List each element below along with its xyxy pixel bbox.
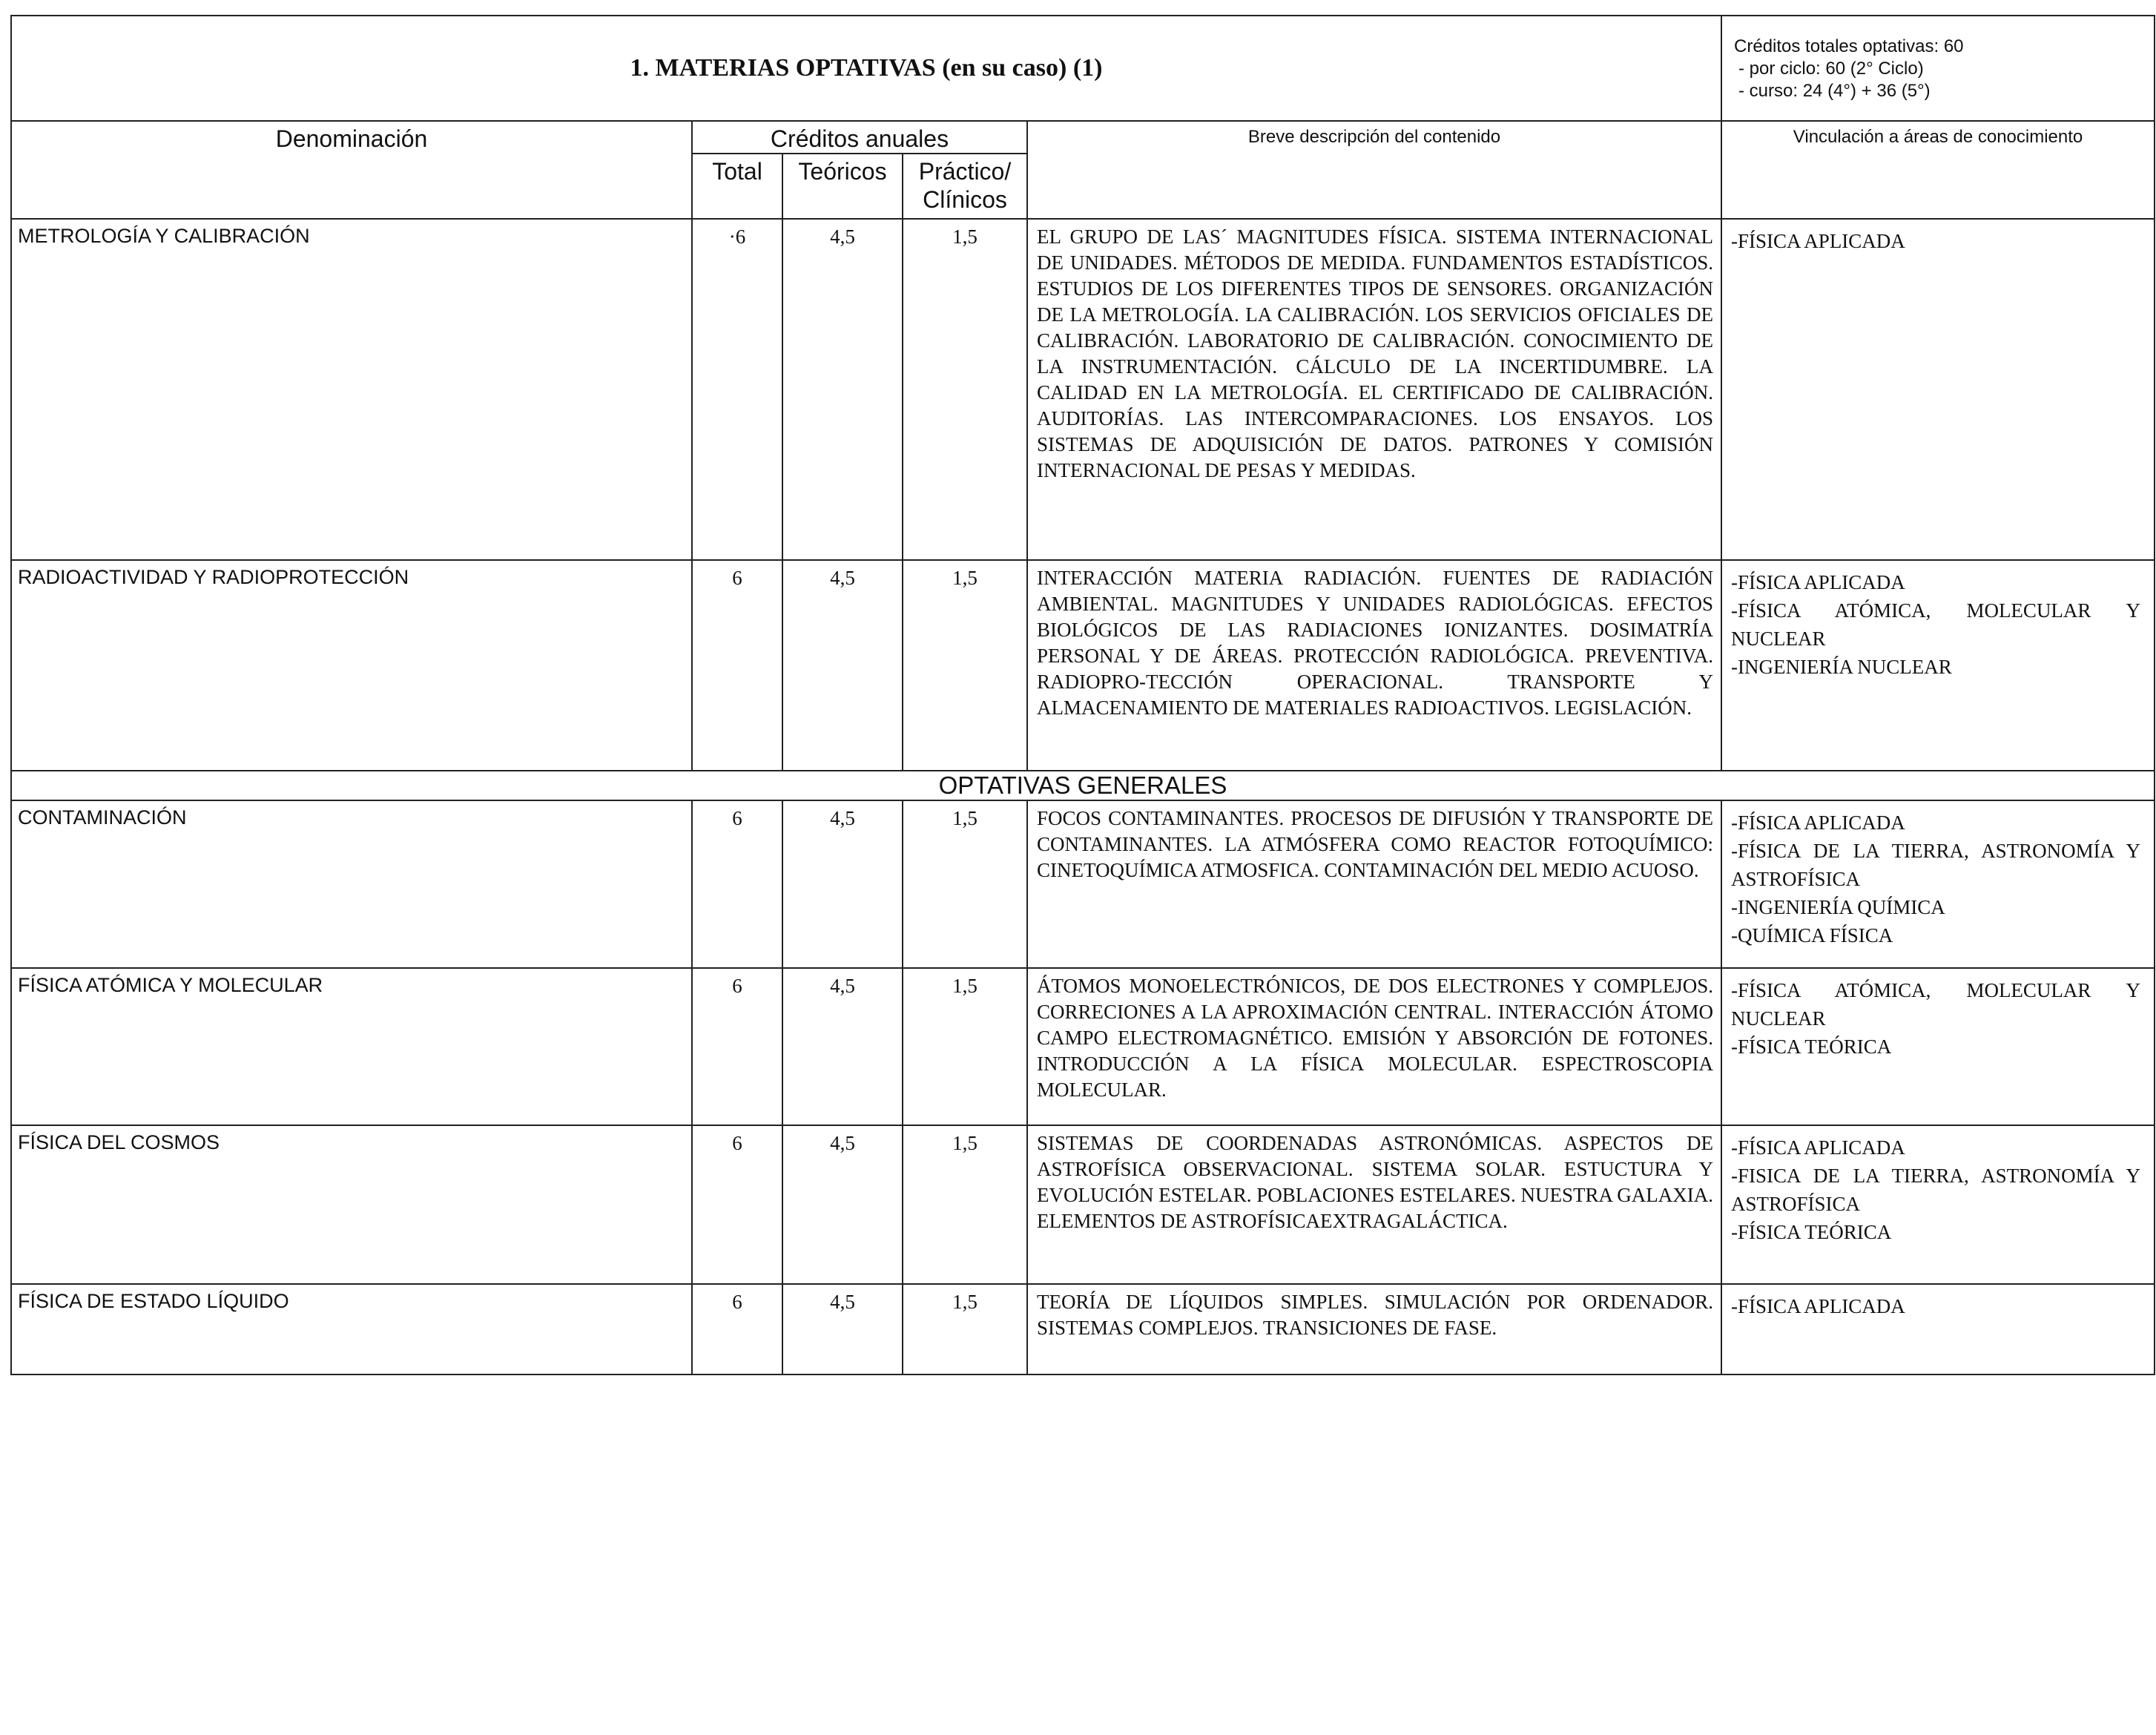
course-description: ÁTOMOS MONOELECTRÓNICOS, DE DOS ELECTRONES Y COMPLEJOS. CORRECIONES A LA APROXIMACIÓN CENTRAL. INTERACCIÓN ÁTOMO CAMPO ELECTROMAGNÉTICO. EMISIÓN Y ABSORCIÓN DE FOTONES. INTRODUCCIÓN A LA FÍSICA MOLECULAR. ESPECTROSCOPIA MOLECULAR. xyxy=(1027,968,1721,1125)
header-row-1 xyxy=(11,121,2155,154)
credits-total: 6 xyxy=(692,560,782,771)
course-group-2 xyxy=(11,800,2155,1374)
credits-total: ·6 xyxy=(692,219,782,560)
knowledge-area-item: -FÍSICA APLICADA xyxy=(1731,1136,1905,1159)
course-name: FÍSICA DEL COSMOS xyxy=(11,1125,692,1284)
credits-total: 6 xyxy=(692,968,782,1125)
credits-total: 6 xyxy=(692,1125,782,1284)
credits-line: Créditos totales optativas: 60 xyxy=(1734,36,1964,56)
credits-teoricos: 4,5 xyxy=(782,219,903,560)
course-name: METROLOGÍA Y CALIBRACIÓN xyxy=(11,219,692,560)
knowledge-area-item: -FÍSICA ATÓMICA, MOLECULAR Y NUCLEAR xyxy=(1731,979,2141,1030)
knowledge-area-item: -FÍSICA APLICADA xyxy=(1731,811,1905,834)
col-header-creditos-anuales: Créditos anuales xyxy=(692,121,1027,154)
knowledge-area-item: -FÍSICA TEÓRICA xyxy=(1731,1221,1892,1243)
col-header-practicos-line2: Clínicos xyxy=(923,186,1007,213)
credits-practicos: 1,5 xyxy=(903,800,1027,968)
knowledge-area-item: -FÍSICA ATÓMICA, MOLECULAR Y NUCLEAR xyxy=(1731,599,2141,650)
credits-practicos: 1,5 xyxy=(903,968,1027,1125)
credits-total: 6 xyxy=(692,800,782,968)
knowledge-area-item: -FÍSICA APLICADA xyxy=(1731,230,1905,252)
col-header-vinculacion: Vinculación a áreas de conocimiento xyxy=(1721,121,2155,219)
knowledge-area-item: -QUÍMICA FÍSICA xyxy=(1731,924,1893,946)
knowledge-area-item: -FÍSICA APLICADA xyxy=(1731,571,1905,593)
knowledge-areas xyxy=(1721,800,2155,968)
table-row xyxy=(11,1125,2155,1284)
credits-teoricos: 4,5 xyxy=(782,968,903,1125)
credits-practicos: 1,5 xyxy=(903,1125,1027,1284)
table-row xyxy=(11,219,2155,560)
credits-teoricos: 4,5 xyxy=(782,560,903,771)
course-description: INTERACCIÓN MATERIA RADIACIÓN. FUENTES DE RADIACIÓN AMBIENTAL. MAGNITUDES Y UNIDADES RADIOLÓGICAS. EFECTOS BIOLÓGICOS DE LAS RADIACIONES IONIZANTES. DOSIMATRÍA PERSONAL Y DE ÁREAS. PROTECCIÓN RADIOLÓGICA. PREVENTIVA. RADIOPRO-TECCIÓN OPERACIONAL. TRANSPORTE Y ALMACENAMIENTO DE MATERIALES RADIOACTIVOS. LEGISLACIÓN. xyxy=(1027,560,1721,771)
knowledge-area-item: -INGENIERÍA QUÍMICA xyxy=(1731,896,1945,918)
credits-line: - curso: 24 (4°) + 36 (5°) xyxy=(1738,81,1931,101)
course-name: FÍSICA DE ESTADO LÍQUIDO xyxy=(11,1284,692,1374)
course-description: EL GRUPO DE LAS´ MAGNITUDES FÍSICA. SISTEMA INTERNACIONAL DE UNIDADES. MÉTODOS DE MEDIDA. FUNDAMENTOS ESTADÍSTICOS. ESTUDIOS DE LOS DIFERENTES TIPOS DE SENSORES. ORGANIZACIÓN DE LA METROLOGÍA. LA CALIBRACIÓN. LOS SERVICIOS OFICIALES DE CALIBRACIÓN. LABORATORIO DE CALIBRACIÓN. CONOCIMIENTO DE LA INSTRUMENTACIÓN. CÁLCULO DE LA INCERTIDUMBRE. LA CALIDAD EN LA METROLOGÍA. EL CERTIFICADO DE CALIBRACIÓN. AUDITORÍAS. LAS INTERCOMPARACIONES. LOS ENSAYOS. LOS SISTEMAS DE ADQUISICIÓN DE DATOS. PATRONES Y COMISIÓN INTERNACIONAL DE PESAS Y MEDIDAS. xyxy=(1027,219,1721,560)
credits-summary xyxy=(1721,16,2155,121)
knowledge-area-item: -FISICA DE LA TIERRA, ASTRONOMÍA Y ASTROFÍSICA xyxy=(1731,1165,2141,1215)
credits-teoricos: 4,5 xyxy=(782,1284,903,1374)
course-name: RADIOACTIVIDAD Y RADIOPROTECCIÓN xyxy=(11,560,692,771)
section-row xyxy=(11,771,2155,800)
table-row xyxy=(11,1284,2155,1374)
knowledge-areas xyxy=(1721,560,2155,771)
col-header-descripcion: Breve descripción del contenido xyxy=(1027,121,1721,219)
col-header-teoricos: Teóricos xyxy=(782,154,903,219)
credits-line: - por ciclo: 60 (2° Ciclo) xyxy=(1738,59,1924,79)
title-row xyxy=(11,16,2155,121)
course-description: TEORÍA DE LÍQUIDOS SIMPLES. SIMULACIÓN POR ORDENADOR. SISTEMAS COMPLEJOS. TRANSICIONES DE FASE. xyxy=(1027,1284,1721,1374)
col-header-denominacion: Denominación xyxy=(11,121,692,219)
knowledge-areas xyxy=(1721,968,2155,1125)
knowledge-areas xyxy=(1721,1284,2155,1374)
section-heading: OPTATIVAS GENERALES xyxy=(11,771,2155,800)
optativas-table xyxy=(10,15,2155,1375)
knowledge-area-item: -FÍSICA DE LA TIERRA, ASTRONOMÍA Y ASTROFÍSICA xyxy=(1731,840,2141,890)
course-description: FOCOS CONTAMINANTES. PROCESOS DE DIFUSIÓN Y TRANSPORTE DE CONTAMINANTES. LA ATMÓSFERA COMO REACTOR FOTOQUÍMICO: CINETOQUÍMICA ATMOSFICA. CONTAMINACIÓN DEL MEDIO ACUOSO. xyxy=(1027,800,1721,968)
knowledge-area-item: -FÍSICA TEÓRICA xyxy=(1731,1036,1892,1058)
page-title: 1. MATERIAS OPTATIVAS (en su caso) (1) xyxy=(11,16,1721,121)
document-page xyxy=(10,15,2154,1375)
course-name: FÍSICA ATÓMICA Y MOLECULAR xyxy=(11,968,692,1125)
course-group-1 xyxy=(11,219,2155,771)
credits-teoricos: 4,5 xyxy=(782,1125,903,1284)
col-header-total: Total xyxy=(692,154,782,219)
col-header-practicos xyxy=(903,154,1027,219)
credits-teoricos: 4,5 xyxy=(782,800,903,968)
table-row xyxy=(11,800,2155,968)
course-description: SISTEMAS DE COORDENADAS ASTRONÓMICAS. ASPECTOS DE ASTROFÍSICA OBSERVACIONAL. SISTEMA SOLAR. ESTUCTURA Y EVOLUCIÓN ESTELAR. POBLACIONES ESTELARES. NUESTRA GALAXIA. ELEMENTOS DE ASTROFÍSICAEXTRAGALÁCTICA. xyxy=(1027,1125,1721,1284)
course-name: CONTAMINACIÓN xyxy=(11,800,692,968)
knowledge-areas xyxy=(1721,219,2155,560)
credits-total: 6 xyxy=(692,1284,782,1374)
knowledge-areas xyxy=(1721,1125,2155,1284)
knowledge-area-item: -FÍSICA APLICADA xyxy=(1731,1295,1905,1317)
knowledge-area-item: -INGENIERÍA NUCLEAR xyxy=(1731,656,1952,678)
table-row xyxy=(11,560,2155,771)
credits-practicos: 1,5 xyxy=(903,219,1027,560)
table-row xyxy=(11,968,2155,1125)
col-header-practicos-line1: Práctico/ xyxy=(918,158,1012,185)
credits-practicos: 1,5 xyxy=(903,1284,1027,1374)
credits-practicos: 1,5 xyxy=(903,560,1027,771)
